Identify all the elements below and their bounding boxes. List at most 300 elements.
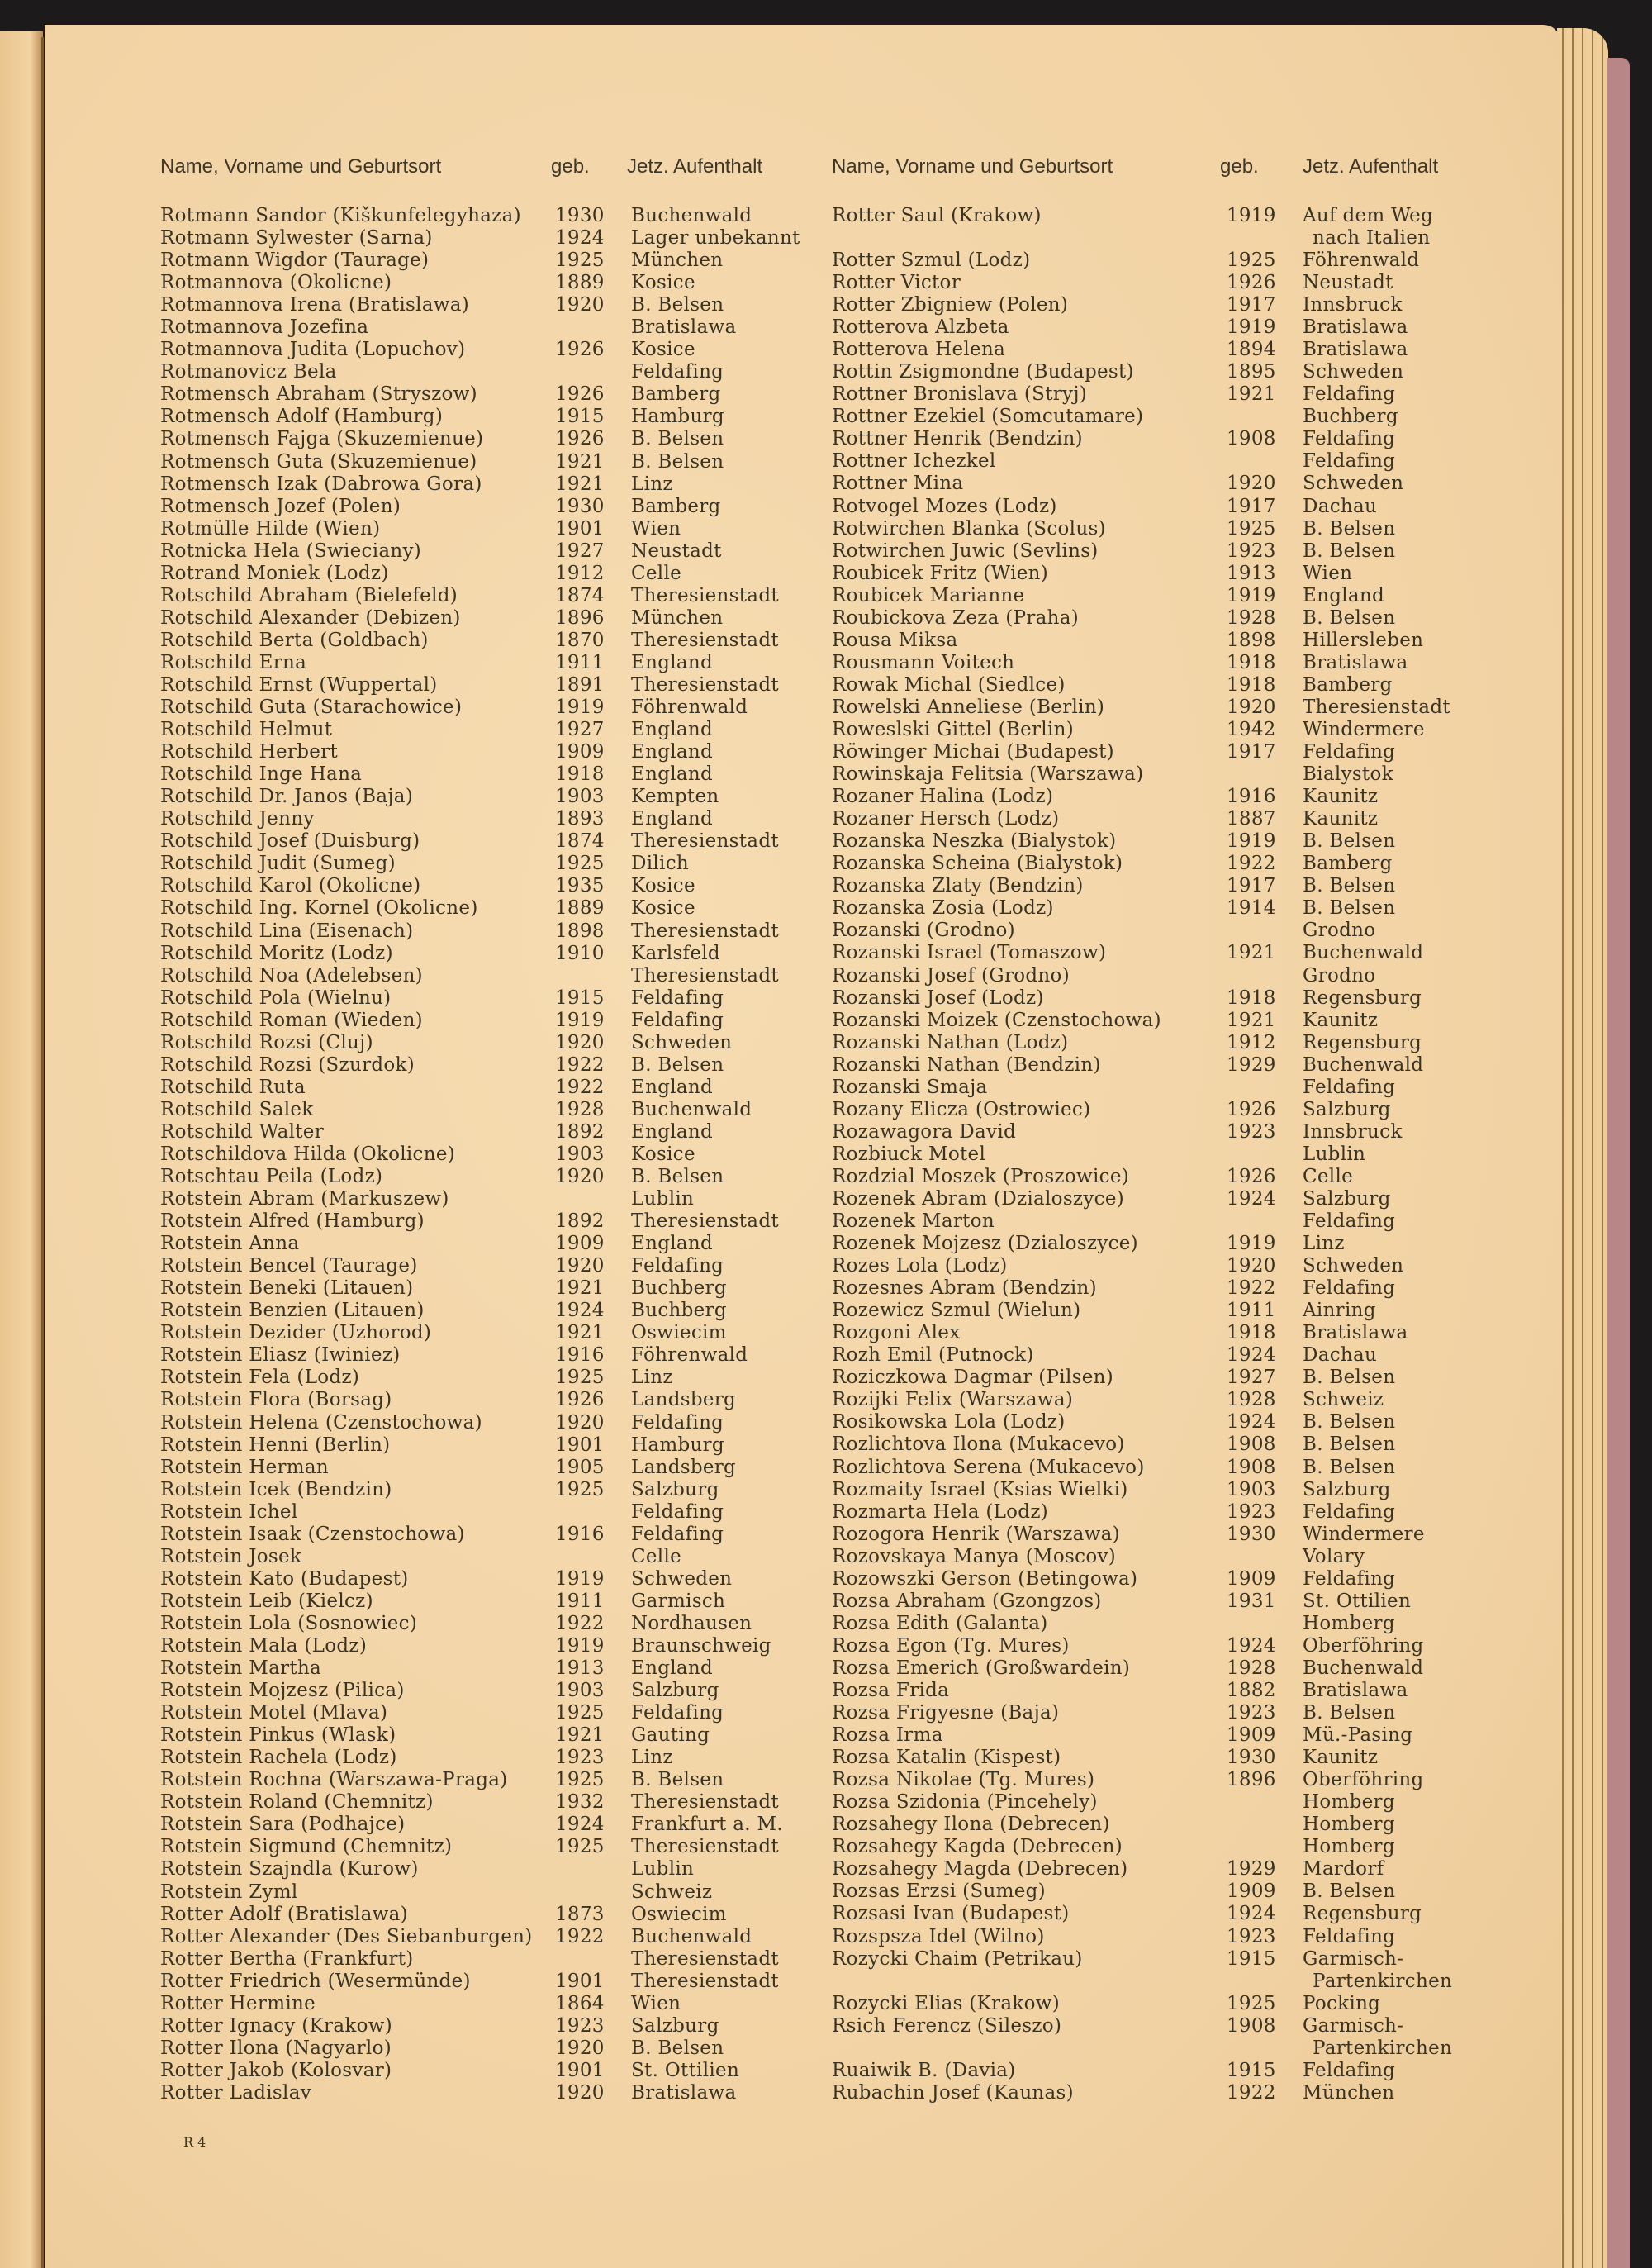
entry-location	[631, 250, 723, 272]
entry-name: Rotwirchen Juwic (Sevlins)	[832, 540, 1099, 562]
entry-name: Rosikowska Lola (Lodz)	[832, 1411, 1066, 1434]
entry-location-line: England	[631, 651, 714, 673]
entry-name: Rotschild Roman (Wieden)	[160, 1009, 423, 1031]
entry-name: Rotstein Zyml	[160, 1880, 298, 1903]
entry-birth-year: 1922	[555, 1076, 605, 1098]
entry-name: Rotschild Ruta	[160, 1076, 306, 1098]
entry-location-line: Feldafing	[1303, 1076, 1396, 1098]
entry-name: Rozogora Henrik (Warszawa)	[832, 1523, 1120, 1545]
entry-name: Rotschtau Peila (Lodz)	[160, 1166, 383, 1188]
entry-location	[631, 741, 713, 763]
entry-name: Rotstein Mala (Lodz)	[160, 1635, 368, 1657]
entry-birth-year: 1926	[1227, 1098, 1276, 1120]
page-stack-edge	[1557, 28, 1608, 2268]
entry-birth-year: 1921	[555, 1322, 605, 1344]
entry-location-line: Karlsfeld	[631, 942, 720, 964]
entry-location-line: Wien	[631, 1992, 681, 2014]
entry-name: Rozanski Josef (Lodz)	[832, 987, 1044, 1009]
entry-location	[631, 763, 713, 786]
entry-location	[1303, 1546, 1365, 1568]
entry-location-line: Kosice	[631, 272, 695, 294]
entry-birth-year: 1921	[1227, 383, 1276, 406]
entry-birth-year: 1921	[555, 1724, 605, 1747]
entry-birth-year: 1892	[555, 1210, 605, 1233]
entry-location	[631, 719, 713, 741]
entry-name: Rozaner Hersch (Lodz)	[832, 808, 1060, 830]
entry-birth-year: 1870	[555, 629, 605, 651]
entry-birth-year: 1922	[1227, 853, 1276, 875]
entry-location-line: Innsbruck	[1303, 294, 1403, 316]
entry-birth-year: 1922	[1227, 2081, 1276, 2104]
entry-location	[1303, 853, 1393, 875]
entry-name: Rozanski (Grodno)	[832, 920, 1015, 942]
entry-name: Rotterova Alzbeta	[832, 316, 1009, 339]
entry-birth-year: 1932	[555, 1791, 605, 1814]
entry-name: Rozsasi Ivan (Budapest)	[832, 1903, 1070, 1925]
entry-location-line: England	[631, 1657, 714, 1680]
entry-location	[1303, 1680, 1408, 1702]
entry-location	[1303, 272, 1393, 294]
entry-name: Rozanski Josef (Grodno)	[832, 964, 1070, 987]
entry-location-line: Schweden	[631, 1031, 733, 1053]
entry-location	[631, 473, 673, 496]
entry-location-line: Bratislawa	[1303, 651, 1408, 673]
entry-location-line: Homberg	[1303, 1791, 1395, 1814]
entry-location-line: Hamburg	[631, 406, 724, 428]
entry-location-line: Garmisch-	[1303, 1947, 1404, 1970]
entry-name: Rotstein Mojzesz (Pilica)	[160, 1680, 405, 1702]
entry-location-line: Kempten	[631, 786, 719, 808]
entry-name: Rsich Ferencz (Sileszo)	[832, 2014, 1062, 2037]
entry-location-line: Braunschweig	[631, 1635, 771, 1657]
entry-name: Rottner Ichezkel	[832, 450, 996, 473]
entry-location-line: B. Belsen	[631, 294, 724, 316]
entry-location	[631, 1300, 727, 1322]
entry-birth-year: 1912	[1227, 1031, 1276, 1053]
entry-birth-year: 1901	[555, 2059, 605, 2081]
entry-birth-year: 1924	[1227, 1411, 1276, 1434]
header-geb: geb.	[551, 155, 590, 178]
entry-location	[631, 875, 695, 897]
entry-location-line: Schweden	[1303, 361, 1404, 383]
entry-location-line: Buchberg	[631, 1300, 727, 1322]
entry-location-line: Kaunitz	[1303, 1747, 1379, 1769]
entry-location-line: Bamberg	[631, 495, 721, 517]
entry-birth-year: 1925	[555, 1478, 605, 1500]
entry-location	[1303, 2060, 1395, 2082]
entry-location-line: Regensburg	[1303, 1903, 1422, 1925]
entry-location	[1303, 652, 1408, 674]
entry-location	[631, 2082, 736, 2104]
entry-location-line: England	[631, 808, 714, 830]
entry-location-line: Linz	[631, 473, 673, 495]
entry-name: Rotmensch Izak (Dabrowa Gora)	[160, 473, 482, 495]
entry-name: Rozgoni Alex	[832, 1322, 961, 1344]
entry-location-continued: Partenkirchen	[1313, 2037, 1453, 2059]
entry-birth-year: 1915	[1227, 1947, 1276, 1970]
entry-location	[1303, 1322, 1408, 1344]
entry-location-line: Salzburg	[631, 1478, 719, 1500]
entry-location	[1303, 1791, 1395, 1814]
entry-name: Rottner Henrik (Bendzin)	[832, 428, 1083, 450]
entry-location	[631, 652, 713, 674]
entry-location-line: Wien	[1303, 562, 1353, 584]
entry-name: Rotschild Inge Hana	[160, 763, 363, 786]
entry-location	[631, 1680, 719, 1702]
entry-birth-year: 1929	[1227, 1858, 1276, 1880]
entry-birth-year: 1915	[1227, 2059, 1276, 2081]
entry-location	[631, 1344, 748, 1367]
entry-location	[631, 540, 722, 563]
entry-name: Rotschild Josef (Duisburg)	[160, 830, 420, 853]
entry-location-line: Theresienstadt	[631, 1970, 779, 1992]
entry-location-line: Buchenwald	[1303, 1657, 1424, 1679]
entry-birth-year: 1915	[555, 987, 605, 1009]
entry-location	[1303, 897, 1395, 920]
entry-birth-year: 1918	[1227, 673, 1276, 696]
entry-birth-year: 1874	[555, 830, 605, 853]
entry-name: Rotstein Beneki (Litauen)	[160, 1277, 414, 1300]
entry-location-line: England	[631, 1233, 714, 1255]
entry-location	[631, 1904, 727, 1926]
entry-location	[1303, 1836, 1395, 1858]
entry-name: Rozsa Egon (Tg. Mures)	[832, 1634, 1070, 1657]
entry-location	[1303, 808, 1378, 830]
entry-location-line: Grodno	[1303, 964, 1376, 987]
entry-birth-year: 1916	[1227, 786, 1276, 808]
entry-location	[1303, 741, 1395, 763]
entry-location	[1303, 428, 1395, 450]
entry-name: Rotstein Motel (Mlava)	[160, 1702, 388, 1724]
entry-location-line: München	[631, 606, 724, 629]
entry-birth-year: 1903	[1227, 1478, 1276, 1500]
entry-location	[1303, 294, 1403, 316]
entry-location-line: Salzburg	[631, 1680, 719, 1702]
entry-location-line: Homberg	[1303, 1612, 1395, 1634]
entry-birth-year: 1926	[555, 428, 605, 450]
entry-location-line: Kosice	[631, 897, 695, 920]
entry-name: Rotstein Eliasz (Iwiniez)	[160, 1344, 401, 1367]
entry-name: Rotstein Rachela (Lodz)	[160, 1747, 397, 1769]
entry-location	[631, 897, 695, 920]
entry-location	[1303, 1702, 1395, 1724]
entry-location	[1303, 1389, 1384, 1411]
entry-birth-year: 1898	[1227, 629, 1276, 651]
entry-location-line: Schweden	[1303, 473, 1404, 495]
entry-birth-year: 1924	[555, 1814, 605, 1836]
entry-location-line: Innsbruck	[1303, 1120, 1403, 1143]
entry-birth-year: 1920	[555, 1166, 605, 1188]
entry-birth-year: 1927	[1227, 1367, 1276, 1389]
entry-location-line: B. Belsen	[1303, 517, 1396, 540]
entry-name: Rozycki Elias (Krakow)	[832, 1992, 1060, 2014]
entry-location	[1303, 2015, 1452, 2060]
entry-name: Rotmann Sandor (Kiškunfelegyhaza)	[160, 205, 521, 226]
entry-location-line: Celle	[1303, 1165, 1354, 1187]
entry-location	[1303, 496, 1377, 518]
entry-location	[631, 361, 724, 383]
entry-location	[631, 205, 752, 227]
entry-birth-year: 1928	[1227, 606, 1276, 629]
entry-name: Rotter Adolf (Bratislawa)	[160, 1903, 408, 1925]
entry-name: Rotstein Dezider (Uzhorod)	[160, 1322, 432, 1344]
entry-location-line: Bratislawa	[1303, 316, 1408, 339]
entry-location	[1303, 1926, 1395, 1948]
entry-birth-year: 1909	[555, 741, 605, 763]
entry-location	[1303, 406, 1398, 428]
entry-birth-year: 1924	[1227, 1187, 1276, 1210]
entry-location	[631, 1613, 752, 1635]
entry-name: Rotstein Fela (Lodz)	[160, 1367, 360, 1389]
entry-birth-year: 1916	[555, 1523, 605, 1545]
entry-name: Röwinger Michai (Budapest)	[832, 741, 1114, 763]
entry-location-line: Kosice	[631, 339, 695, 361]
entry-location	[1303, 585, 1384, 607]
entry-location-line: Buchenwald	[1303, 942, 1424, 964]
entry-location-line: Dilich	[631, 853, 690, 875]
entry-birth-year: 1920	[555, 2037, 605, 2059]
entry-birth-year: 1925	[1227, 1992, 1276, 2014]
entry-name: Rotter Hermine	[160, 1992, 316, 2014]
entry-location	[631, 920, 779, 943]
entry-location-line: Bamberg	[1303, 673, 1393, 696]
entry-birth-year: 1919	[1227, 1233, 1276, 1255]
entry-location	[1303, 1501, 1395, 1524]
entry-name: Rotstein Pinkus (Wlask)	[160, 1724, 396, 1747]
entry-birth-year: 1930	[555, 495, 605, 517]
entry-birth-year: 1922	[1227, 1277, 1276, 1300]
entry-birth-year: 1864	[555, 1992, 605, 2014]
entry-location	[1303, 383, 1395, 406]
entry-name: Rotstein Isaak (Czenstochowa)	[160, 1523, 465, 1545]
entry-location-line: Auf dem Weg	[1303, 205, 1434, 226]
entry-location	[631, 1546, 681, 1568]
entry-name: Rottner Mina	[832, 473, 964, 495]
book-spine	[41, 37, 44, 2268]
entry-location	[1303, 1367, 1395, 1389]
entry-name: Rotschild Judit (Sumeg)	[160, 853, 396, 875]
entry-location	[1303, 1077, 1395, 1099]
entry-location	[631, 1568, 732, 1590]
entry-location-line: B. Belsen	[1303, 1456, 1396, 1478]
entry-location	[1303, 1635, 1424, 1657]
entry-birth-year: 1919	[555, 697, 605, 719]
entry-location	[631, 1121, 713, 1144]
entry-location	[1303, 1210, 1395, 1233]
entry-birth-year: 1929	[1227, 1053, 1276, 1076]
entry-birth-year: 1926	[1227, 272, 1276, 294]
entry-name: Rotter Victor	[832, 272, 961, 294]
entry-name: Rozanski Moizek (Czenstochowa)	[832, 1009, 1161, 1031]
entry-name: Rozes Lola (Lodz)	[832, 1255, 1008, 1277]
entry-name: Rotter Ignacy (Krakow)	[160, 2014, 392, 2037]
entry-location-line: Feldafing	[631, 1411, 724, 1434]
entry-location-line: B. Belsen	[1303, 606, 1396, 629]
entry-birth-year: 1908	[1227, 2014, 1276, 2037]
entry-name: Rowak Michal (Siedlce)	[832, 673, 1066, 696]
entry-birth-year: 1909	[1227, 1724, 1276, 1747]
entry-location-line: Feldafing	[1303, 1925, 1396, 1947]
entry-birth-year: 1894	[1227, 339, 1276, 361]
entry-location-line: Theresienstadt	[1303, 696, 1450, 718]
entry-name: Rotter Saul (Krakow)	[832, 205, 1042, 226]
entry-name: Rotstein Sara (Podhajce)	[160, 1814, 406, 1836]
entry-name: Rozsa Abraham (Gzongzos)	[832, 1590, 1102, 1612]
entry-location	[1303, 875, 1395, 897]
entry-location-line: Kosice	[631, 1143, 695, 1165]
entry-name: Rottin Zsigmondne (Budapest)	[832, 361, 1134, 383]
entry-location-line: Buchberg	[1303, 406, 1398, 428]
entry-location-line: Frankfurt a. M.	[631, 1814, 783, 1836]
entry-location	[1303, 1747, 1378, 1769]
entry-birth-year: 1873	[555, 1903, 605, 1925]
entry-name: Rotschild Guta (Starachowice)	[160, 697, 463, 719]
entry-location	[1303, 563, 1352, 585]
entry-name: Rotwirchen Blanka (Scolus)	[832, 517, 1106, 540]
entry-location	[631, 1434, 724, 1457]
entry-location	[631, 1457, 736, 1479]
entry-name: Rotstein Bencel (Taurage)	[160, 1255, 418, 1277]
entry-name: Rotschild Pola (Wielnu)	[160, 987, 392, 1009]
entry-location	[1303, 1613, 1395, 1635]
entry-location-continued: Partenkirchen	[1313, 1970, 1453, 1992]
entry-location	[1303, 674, 1393, 697]
entry-location	[631, 1099, 752, 1121]
entry-location	[1303, 540, 1395, 563]
entry-birth-year: 1901	[555, 1434, 605, 1456]
entry-name: Roweslski Gittel (Berlin)	[832, 718, 1075, 740]
entry-location	[631, 2060, 739, 2082]
entry-birth-year: 1903	[555, 1680, 605, 1702]
entry-birth-year: 1923	[1227, 540, 1276, 562]
entry-location	[631, 1657, 713, 1680]
entry-location-line: Bamberg	[631, 383, 721, 406]
entry-location	[631, 630, 779, 652]
entry-name: Rotstein Roland (Chemnitz)	[160, 1791, 434, 1814]
entry-location-line: Mü.-Pasing	[1303, 1724, 1413, 1747]
entry-name: Rozanski Smaja	[832, 1076, 988, 1098]
entry-location-line: B. Belsen	[1303, 1411, 1396, 1434]
entry-name: Rotstein Herman	[160, 1456, 330, 1478]
entry-location-line: Regensburg	[1303, 987, 1422, 1009]
entry-birth-year: 1919	[555, 1635, 605, 1657]
entry-name: Rozsa Nikolae (Tg. Mures)	[832, 1769, 1095, 1791]
entry-location	[631, 1971, 779, 1993]
entry-location-line: Feldafing	[631, 1255, 724, 1277]
entry-location-line: Dachau	[1303, 1344, 1378, 1367]
entry-name: Rozewicz Szmul (Wielun)	[832, 1300, 1081, 1322]
entry-name: Rozanska Zosia (Lodz)	[832, 897, 1054, 920]
entry-location-line: Lublin	[1303, 1143, 1366, 1165]
entry-location-line: Landsberg	[631, 1456, 737, 1478]
entry-location	[631, 451, 724, 473]
entry-location-line: Neustadt	[1303, 272, 1393, 294]
entry-name: Rotmensch Guta (Skuzemienue)	[160, 450, 477, 473]
entry-location-line: Linz	[1303, 1233, 1345, 1255]
entry-birth-year: 1919	[1227, 205, 1276, 226]
header-name: Name, Vorname und Geburtsort	[160, 155, 442, 178]
entry-name: Roubickova Zeza (Praha)	[832, 606, 1080, 629]
entry-location-line: B. Belsen	[1303, 897, 1396, 920]
entry-name: Rotschild Erna	[160, 651, 307, 673]
entry-birth-year: 1920	[1227, 1255, 1276, 1277]
entry-location	[1303, 205, 1433, 250]
entry-birth-year: 1925	[1227, 517, 1276, 540]
entry-name: Rotschild Abraham (Bielefeld)	[160, 584, 458, 606]
entry-birth-year: 1920	[555, 1411, 605, 1434]
entry-birth-year: 1911	[555, 1590, 605, 1612]
entry-name: Rotmannova Judita (Lopuchov)	[160, 339, 466, 361]
entry-location-line: Kaunitz	[1303, 786, 1379, 808]
entry-location-line: Theresienstadt	[631, 830, 779, 853]
entry-name: Rozsas Erzsi (Sumeg)	[832, 1880, 1046, 1903]
entry-location-line: Theresienstadt	[631, 1836, 779, 1858]
entry-location	[631, 1322, 727, 1344]
entry-location-line: Feldafing	[631, 1500, 724, 1523]
entry-location-line: Windermere	[1303, 1523, 1425, 1545]
entry-location	[631, 1367, 673, 1389]
book-cover-edge	[1607, 58, 1630, 2268]
entry-location-line: Feldafing	[1303, 428, 1396, 450]
entry-name: Rozsa Szidonia (Pincehely)	[832, 1791, 1098, 1814]
entry-location	[631, 1724, 710, 1747]
entry-location	[1303, 1411, 1395, 1434]
entry-birth-year: 1918	[1227, 1322, 1276, 1344]
entry-location-line: Lublin	[631, 1858, 695, 1880]
entry-birth-year: 1903	[555, 786, 605, 808]
entry-location	[631, 518, 681, 540]
entry-location	[631, 1769, 724, 1791]
entry-name: Rotter Friedrich (Wesermünde)	[160, 1970, 471, 1992]
entry-birth-year: 1924	[1227, 1344, 1276, 1367]
entry-birth-year: 1930	[555, 205, 605, 226]
entry-birth-year: 1910	[555, 942, 605, 964]
entry-location-line: B. Belsen	[1303, 1367, 1396, 1389]
entry-location	[1303, 450, 1395, 473]
entry-name: Rotschild Dr. Janos (Baja)	[160, 786, 414, 808]
entry-birth-year: 1908	[1227, 428, 1276, 450]
entry-name: Rotrand Moniek (Lodz)	[160, 562, 389, 584]
entry-birth-year: 1916	[555, 1344, 605, 1367]
entry-location	[631, 1010, 724, 1032]
entry-location	[1303, 1144, 1365, 1166]
entry-location-line: Schweden	[1303, 1255, 1404, 1277]
entry-location	[1303, 1188, 1391, 1210]
entry-location-line: Buchenwald	[631, 1098, 752, 1120]
entry-name: Rotmensch Abraham (Stryszow)	[160, 383, 477, 406]
header-geb: geb.	[1220, 155, 1259, 178]
entry-location	[631, 1747, 673, 1769]
entry-location-line: Salzburg	[1303, 1478, 1391, 1500]
entry-location	[631, 1836, 779, 1858]
entry-birth-year: 1920	[555, 294, 605, 316]
entry-location-line: Homberg	[1303, 1814, 1395, 1836]
entry-location	[631, 697, 748, 719]
entry-location-line: Lublin	[631, 1188, 695, 1210]
entry-name: Rozawagora David	[832, 1120, 1017, 1143]
entry-location	[631, 1524, 724, 1546]
entry-location-line: Linz	[631, 1747, 673, 1769]
entry-location-line: Bratislawa	[1303, 1322, 1408, 1344]
entry-location	[631, 965, 779, 987]
entry-birth-year: 1922	[555, 1925, 605, 1947]
entry-location	[631, 1054, 724, 1077]
entry-birth-year: 1919	[555, 1567, 605, 1590]
entry-birth-year: 1923	[1227, 1925, 1276, 1947]
entry-name: Rotmensch Jozef (Polen)	[160, 495, 401, 517]
entry-birth-year: 1922	[555, 1053, 605, 1076]
entry-birth-year: 1908	[1227, 1456, 1276, 1478]
